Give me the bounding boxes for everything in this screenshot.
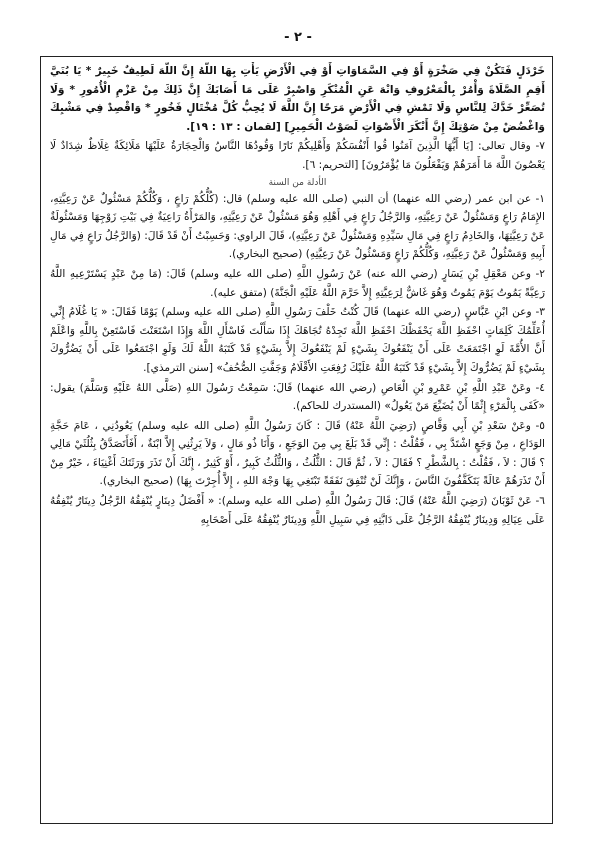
page-content <box>50 62 545 820</box>
section-heading: الأدلة من السنة <box>268 177 327 188</box>
hadith-1: ١- عن ابن عمر (رضي الله عنهما) أن النبي (صلى الله عليه وسلم) قال: (كُلُّكُمْ رَاعٍ ، وَكُلُّكُمْ مَسْئُولٌ عَنْ رَعِيَّتِهِ، الإِمَامُ رَاعٍ وَمَسْئُولٌ عَنْ رَعِيَّتِهِ، وَالرَّجُلُ رَاعٍ فِي أَهْلِهِ وَهُوَ مَسْئُولٌ عَنْ رَعِيَّتِهِ، وَالمَرْأَةُ رَاعِيَةٌ فِي بَيْتِ زَوْجِهَا وَمَسْئُولَةٌ عَنْ رَعِيَّتِهَا، وَالخَادِمُ رَاعٍ فِي مَالِ سَيِّدِهِ وَمَسْئُولٌ عَنْ رَعِيَّتِهِ)، قَالَ الراوي: وَحَسِبْتُ أَنْ قَدْ قَالَ: (وَالرَّجُلُ رَاعٍ فِي مَالِ أَبِيهِ وَمَسْئُولٌ عَنْ رَعِيَّتِهِ، وَكُلُّكُمْ رَاعٍ وَمَسْئُولٌ عَنْ رَعِيَّتِهِ) (صحيح البخاري). <box>50 192 545 261</box>
hadith-3: ٣- وعن ابْنِ عَبَّاسٍ (رضي الله عنهما) قَالَ كُنْتُ خَلْفَ رَسُولِ اللَّهِ (صلى الله عليه وسلم) يَوْمًا فَقَالَ: « يَا غُلَامُ إِنِّي أُعَلِّمُكَ كَلِمَاتٍ احْفَظِ اللَّهَ يَحْفَظْكَ احْفَظِ اللَّهَ تَجِدْهُ تُجَاهَكَ إِذَا سَأَلْتَ فَاسْأَلِ اللَّهَ وَإِذَا اسْتَعَنْتَ فَاسْتَعِنْ بِاللَّهِ وَاعْلَمْ أَنَّ الأُمَّةَ لَوِ اجْتَمَعَتْ عَلَى أَنْ يَنْفَعُوكَ بِشَيْءٍ لَمْ يَنْفَعُوكَ إِلاَّ بِشَيْءٍ قَدْ كَتَبَهُ اللَّهُ لَكَ وَلَوِ اجْتَمَعُوا عَلَى أَنْ يَضُرُّوكَ بِشَيْءٍ لَمْ يَضُرُّوكَ إِلاَّ بِشَيْءٍ قَدْ كَتَبَهُ اللَّهُ عَلَيْكَ رُفِعَتِ الأَقْلَامُ وَجَفَّتِ الصُّحُفُ» [سنن الترمذي]. <box>50 306 545 374</box>
hadith-5: ٥- وعَنْ سَعْدِ بْنِ أَبِي وَقَّاصٍ (رَضِيَ اللَّهُ عَنْهُ) قَالَ : كَانَ رَسُولُ اللَّهِ (صلى الله عليه وسلم) يَعُودُنِي ، عَامَ حَجَّةِ الوَدَاعِ ، مِنْ وَجَعٍ اشْتَدَّ بِي ، فَقُلْتُ : إِنِّي قَدْ بَلَغَ بِي مِنَ الوَجَعِ ، وَأَنَا ذُو مَالٍ ، وَلاَ يَرِثُنِي إِلاَّ ابْنَةٌ ، أَفَأَتَصَدَّقُ بِثُلُثَيْ مَالِي ؟ قَالَ : لاَ ، فَقُلْتُ : بِالشَّطْرِ ؟ فَقَالَ : لاَ ، ثُمَّ قَالَ : الثُّلُثُ ، وَالثُّلُثُ كَبِيرٌ ، أَوْ كَثِيرٌ ، إِنَّكَ أَنْ تَذَرَ وَرَثَتَكَ أَغْنِيَاءَ ، خَيْرٌ مِنْ أَنْ تَذَرَهُمْ عَالَةً يَتَكَفَّفُونَ النَّاسَ ، وَإِنَّكَ لَنْ تُنْفِقَ نَفَقَةً تَبْتَغِي بِهَا وَجْهَ اللهِ ، إِلاَّ أُجِرْتَ بِهَا) (صحيح البخاري). <box>50 419 545 488</box>
hadith-4: ٤- وعَنْ عَبْدِ اللَّهِ بْنِ عَمْرِو بْنِ الْعَاصِ (رضي الله عنهما) قَالَ: سَمِعْتُ رَسُولَ اللهِ (صَلَّى اللهُ عَلَيْهِ وَسَلَّمَ) يقول: «كَفَى بِالْمَرْءِ إِثْمًا أَنْ يُضَيِّعَ مَنْ يَعُولُ» (المستدرك للحاكم). <box>50 381 545 413</box>
quran-verses-luqman: خَرْدَلٍ فَتَكُنْ فِي صَخْرَةٍ أَوْ فِي السَّمَاوَاتِ أَوْ فِي الْأَرْضِ يَأْتِ بِهَا اللَّهُ إِنَّ اللَّهَ لَطِيفٌ خَبِيرٌ * يَا بُنَيَّ أَقِمِ الصَّلَاةَ وَأْمُرْ بِالْمَعْرُوفِ وَانْهَ عَنِ الْمُنْكَرِ وَاصْبِرْ عَلَى مَا أَصَابَكَ إِنَّ ذَلِكَ مِنْ عَزْمِ الْأُمُورِ * وَلَا تُصَعِّرْ خَدَّكَ لِلنَّاسِ وَلَا تَمْشِ فِي الْأَرْضِ مَرَحًا إِنَّ اللَّهَ لَا يُحِبُّ كُلَّ مُخْتَالٍ فَخُورٍ * وَاقْصِدْ فِي مَشْيِكَ وَاغْضُضْ مِنْ صَوْتِكَ إِنَّ أَنْكَرَ الْأَصْوَاتِ لَصَوْتُ الْحَمِيرِ] [لقمان : ١٣ : ١٩]. <box>50 65 545 133</box>
hadith-2: ٢- وعن مَعْقِلِ بْنِ يَسَارٍ (رضي الله عنه) عَنْ رَسُولِ اللَّهِ (صلى الله عليه وسلم) قَالَ: (مَا مِنْ عَبْدٍ يَسْتَرْعِيهِ اللَّهُ رَعِيَّةً يَمُوتُ يَوْمَ يَمُوتُ وَهُوَ غَاشٌّ لِرَعِيَّتِهِ إِلاَّ حَرَّمَ اللَّهُ عَلَيْهِ الْجَنَّةَ) (متفق عليه). <box>50 267 545 299</box>
quran-verse-tahrim: ٧- وقال تعالى: [يَا أَيُّهَا الَّذِينَ آمَنُوا قُوا أَنْفُسَكُمْ وَأَهْلِيكُمْ نَارًا وَقُودُهَا النَّاسُ وَالْحِجَارَةُ عَلَيْهَا مَلَائِكَةٌ غِلَاظٌ شِدَادٌ لَا يَعْصُونَ اللَّهَ مَا أَمَرَهُمْ وَيَفْعَلُونَ مَا يُؤْمَرُونَ] [التحريم: ٦]. <box>50 140 545 171</box>
page-number: - ٢ - <box>284 30 312 45</box>
hadith-6: ٦- عَنْ ثَوْبَانَ (رَضِيَ اللَّهُ عَنْهُ) قَالَ: قَالَ رَسُولُ اللَّهِ (صلى الله عليه وسلم): « أَفْضَلُ دِينَارٍ يُنْفِقُهُ الرَّجُلُ دِينَارٌ يُنْفِقُهُ عَلَى عِيَالِهِ وَدِينَارٌ يُنْفِقُهُ الرَّجُلُ عَلَى دَابَّتِهِ فِي سَبِيلِ اللَّهِ وَدِينَارٌ يُنْفِقُهُ عَلَى أَصْحَابِهِ <box>50 495 545 526</box>
